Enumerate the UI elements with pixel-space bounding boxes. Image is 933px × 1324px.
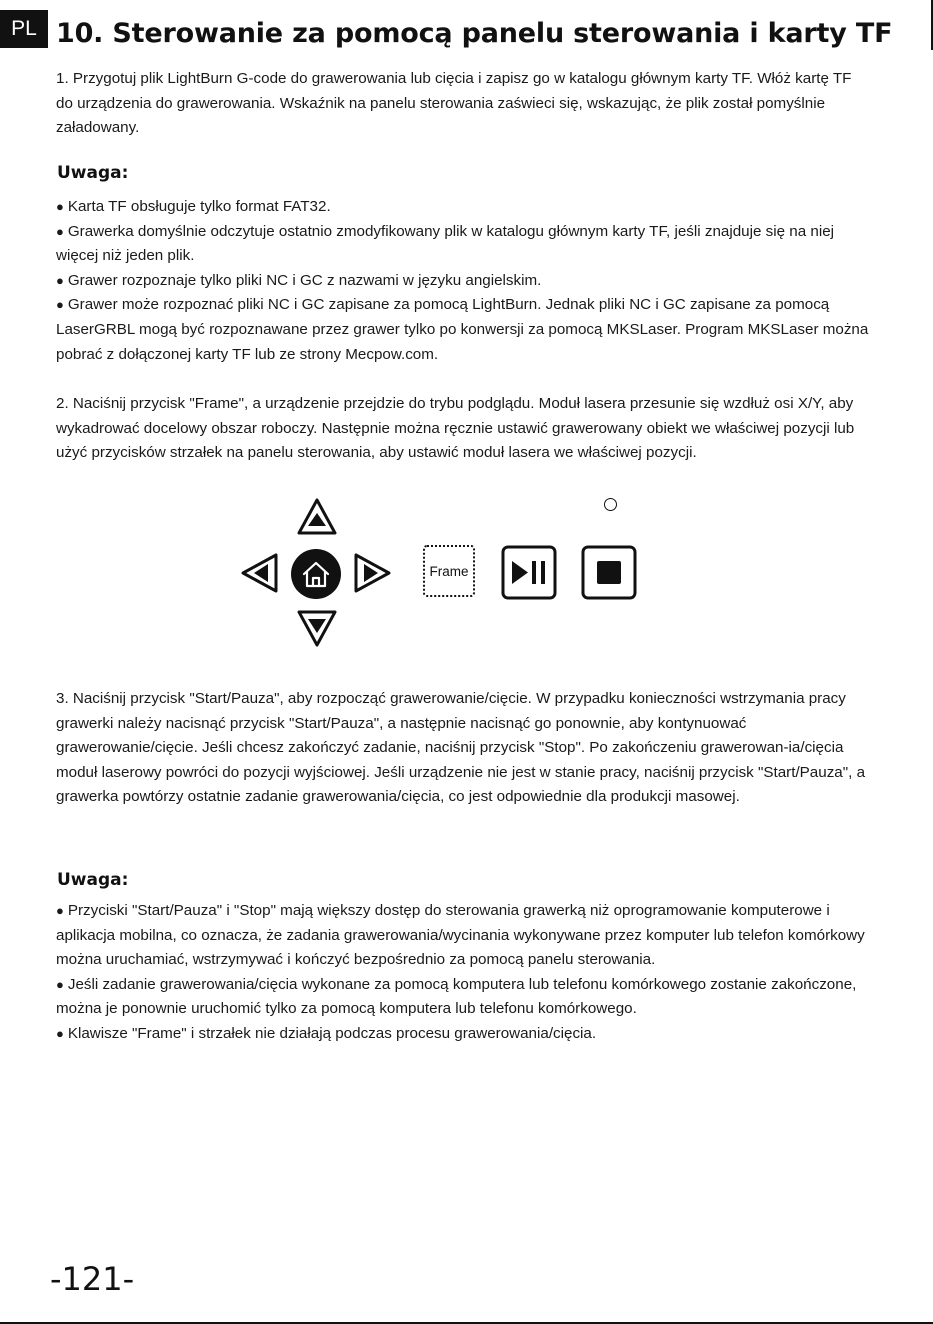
note-1-heading: Uwaga: xyxy=(57,163,129,183)
bullet-icon: ● xyxy=(56,903,64,918)
step-1-text: 1. Przygotuj plik LightBurn G-code do grawerowania lub cięcia i zapisz go w katalogu głównym karty TF. Włóż kartę TF do urządzenia do grawerowania. Wskaźnik na panelu sterowania zaświeci się, wskazując, że plik został pomyślnie załadowany. xyxy=(56,70,852,137)
list-item: ● Grawer rozpoznaje tylko pliki NC i GC z nazwami w języku angielskim. xyxy=(56,271,542,289)
language-tab: PL xyxy=(0,10,48,48)
bullet-icon: ● xyxy=(56,1025,64,1041)
page-title: 10. Sterowanie za pomocą panelu sterowania i karty TF xyxy=(56,18,893,49)
list-item: ● Karta TF obsługuje tylko format FAT32. xyxy=(56,198,331,215)
step-3-text: 3. Naciśnij przycisk "Start/Pauza", aby rozpocząć grawerowanie/cięcie. W przypadku konieczności wstrzymania pracy grawerki należy nacisnąć przycisk "Start/Pauza", a następnie nacisnąć go ponownie, aby kontynuować grawerowanie/cięcie. Jeśli chcesz zakończyć zadanie, naciśnij przycisk "Stop". Po zakończeniu grawerowan-ia/cięcia moduł laserowy powróci do pozycji wyjściowej. Jeśli urządzenie nie jest w stanie pracy, naciśnij przycisk "Start/Pauza", a grawerka powtórzy ostatnie zadanie grawerowania/cięcia, co jest odpowiednie dla produkcji masowej. xyxy=(56,690,866,806)
list-item: ● Jeśli zadanie grawerowania/cięcia wykonane za pomocą komputera lub telefonu komórkowego zostanie zakończone, można je ponownie uruchomić tylko za pomocą komputera lub telefonu komórkowego. xyxy=(56,975,857,1018)
stop-icon xyxy=(581,545,637,600)
bullet-icon: ● xyxy=(56,297,64,313)
list-item: ● Grawer może rozpoznać pliki NC i GC zapisane za pomocą LightBurn. Jednak pliki NC i GC zapisane za pomocą LaserGRBL mogą być rozpoznawane przez grawer tylko po konwersji za pomocą MKSLaser. Program MKSLaser można pobrać z dołączonej karty TF lub ze strony Mecpow.com. xyxy=(56,296,869,363)
play-pause-icon xyxy=(501,545,557,600)
frame-button: Frame xyxy=(423,545,475,597)
arrow-right-icon xyxy=(350,552,392,594)
bullet-icon: ● xyxy=(56,976,64,992)
arrow-left-icon xyxy=(240,552,282,594)
note-2-heading: Uwaga: xyxy=(57,870,129,890)
list-item: ● Klawisze "Frame" i strzałek nie działają podczas procesu grawerowania/cięcia. xyxy=(56,1024,597,1042)
bullet-icon: ● xyxy=(56,199,64,214)
indicator-led xyxy=(604,498,617,511)
arrow-down-icon xyxy=(296,606,338,648)
step-2-text: 2. Naciśnij przycisk "Frame", a urządzenie przejdzie do trybu podglądu. Moduł lasera przesunie się wzdłuż osi X/Y, aby wykadrować docelowy obszar roboczy. Następnie można ręcznie ustawić grawerowany obiekt we właściwej pozycji lub użyć przycisków strzałek na panelu sterowania, aby ustawić moduł lasera we właściwej pozycji. xyxy=(56,395,855,462)
bullet-icon: ● xyxy=(56,272,64,288)
list-item: ● Przyciski "Start/Pauza" i "Stop" mają większy dostęp do sterowania grawerką niż oprogramowanie komputerowe i aplikacja mobilna, co oznacza, że zadania grawerowania/wycinania wykonywane przez komputer lub telefon komórkowy można uruchamiać, wstrzymywać i kończyć bezpośrednio za pomocą panelu sterowania. xyxy=(56,902,865,969)
page-number: -121- xyxy=(50,1260,135,1298)
bullet-icon: ● xyxy=(56,223,64,239)
arrow-up-icon xyxy=(296,497,338,539)
list-item: ● Grawerka domyślnie odczytuje ostatnio zmodyfikowany plik w katalogu głównym karty TF, jeśli znajduje się na niej więcej niż jeden plik. xyxy=(56,222,835,265)
note-2-list xyxy=(56,899,871,1047)
note-1-list xyxy=(56,195,871,367)
home-icon xyxy=(290,548,342,600)
